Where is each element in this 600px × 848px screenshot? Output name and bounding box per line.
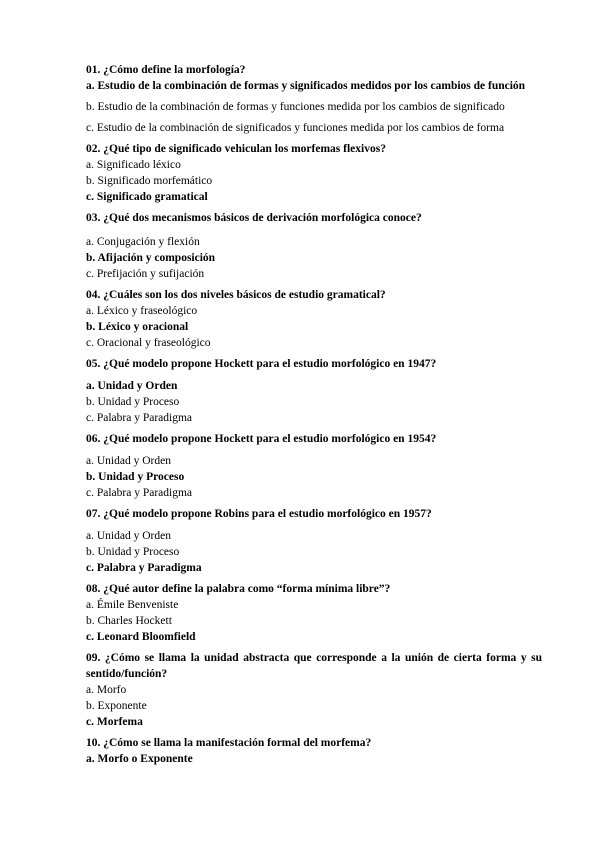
question-10 [86,735,542,767]
question-3-text: 03. ¿Qué dos mecanismos básicos de derivación morfológica conoce? [86,212,422,224]
question-5-text: 05. ¿Qué modelo propone Hockett para el estudio morfológico en 1947? [86,358,437,370]
question-8-option-c: c. Leonard Bloomfield [86,631,196,643]
question-7-option-b: b. Unidad y Proceso [86,546,180,558]
question-1-option-b: b. Estudio de la combinación de formas y funciones medida por los cambios de significado [86,101,505,113]
question-4-text: 04. ¿Cuáles son los dos niveles básicos de estudio gramatical? [86,289,386,301]
question-1-text: 01. ¿Cómo define la morfología? [86,64,246,76]
question-3-option-b: b. Afijación y composición [86,252,216,264]
question-7-option-a: a. Unidad y Orden [86,530,171,542]
question-6 [86,431,542,501]
question-2-option-c: c. Significado gramatical [86,191,208,203]
question-8 [86,581,542,645]
question-1-option-a: a. Estudio de la combinación de formas y significados medidos por los cambios de función [86,80,526,92]
question-4-option-c: c. Oracional y fraseológico [86,337,211,349]
question-7-option-c: c. Palabra y Paradigma [86,562,202,574]
question-2-option-a: a. Significado léxico [86,159,181,171]
question-8-option-b: b. Charles Hockett [86,615,172,627]
question-6-option-b: b. Unidad y Proceso [86,471,185,483]
question-3-option-c: c. Prefijación y sufijación [86,268,205,280]
question-9-option-b: b. Exponente [86,700,147,712]
question-4-option-b: b. Léxico y oracional [86,321,189,333]
question-10-option-a: a. Morfo o Exponente [86,753,193,765]
question-4 [86,287,542,351]
question-1-option-c: c. Estudio de la combinación de significados y funciones medida por los cambios de forma [86,122,505,134]
question-3-option-a: a. Conjugación y flexión [86,236,200,248]
document-page [86,62,542,767]
question-6-option-a: a. Unidad y Orden [86,455,171,467]
question-5-option-c: c. Palabra y Paradigma [86,412,193,424]
question-10-text: 10. ¿Cómo se llama la manifestación formal del morfema? [86,737,372,749]
question-5 [86,356,542,426]
question-9 [86,650,542,730]
question-2-option-b: b. Significado morfemático [86,175,213,187]
question-4-option-a: a. Léxico y fraseológico [86,305,198,317]
question-8-option-a: a. Émile Benveniste [86,599,179,611]
question-7 [86,506,542,576]
question-6-text: 06. ¿Qué modelo propone Hockett para el estudio morfológico en 1954? [86,433,437,445]
question-5-option-b: b. Unidad y Proceso [86,396,180,408]
question-7-text: 07. ¿Qué modelo propone Robins para el estudio morfológico en 1957? [86,508,432,520]
question-8-text: 08. ¿Qué autor define la palabra como “forma mínima libre”? [86,583,391,595]
question-5-option-a: a. Unidad y Orden [86,380,178,392]
question-9-option-a: a. Morfo [86,684,127,696]
question-6-option-c: c. Palabra y Paradigma [86,487,193,499]
question-2 [86,141,542,205]
question-1 [86,62,542,136]
question-9-option-c: c. Morfema [86,716,143,728]
question-2-text: 02. ¿Qué tipo de significado vehiculan los morfemas flexivos? [86,143,386,155]
question-9-text: 09. ¿Cómo se llama la unidad abstracta que corresponde a la unión de cierta forma y su sentido/función? [86,652,542,680]
question-3 [86,210,542,282]
